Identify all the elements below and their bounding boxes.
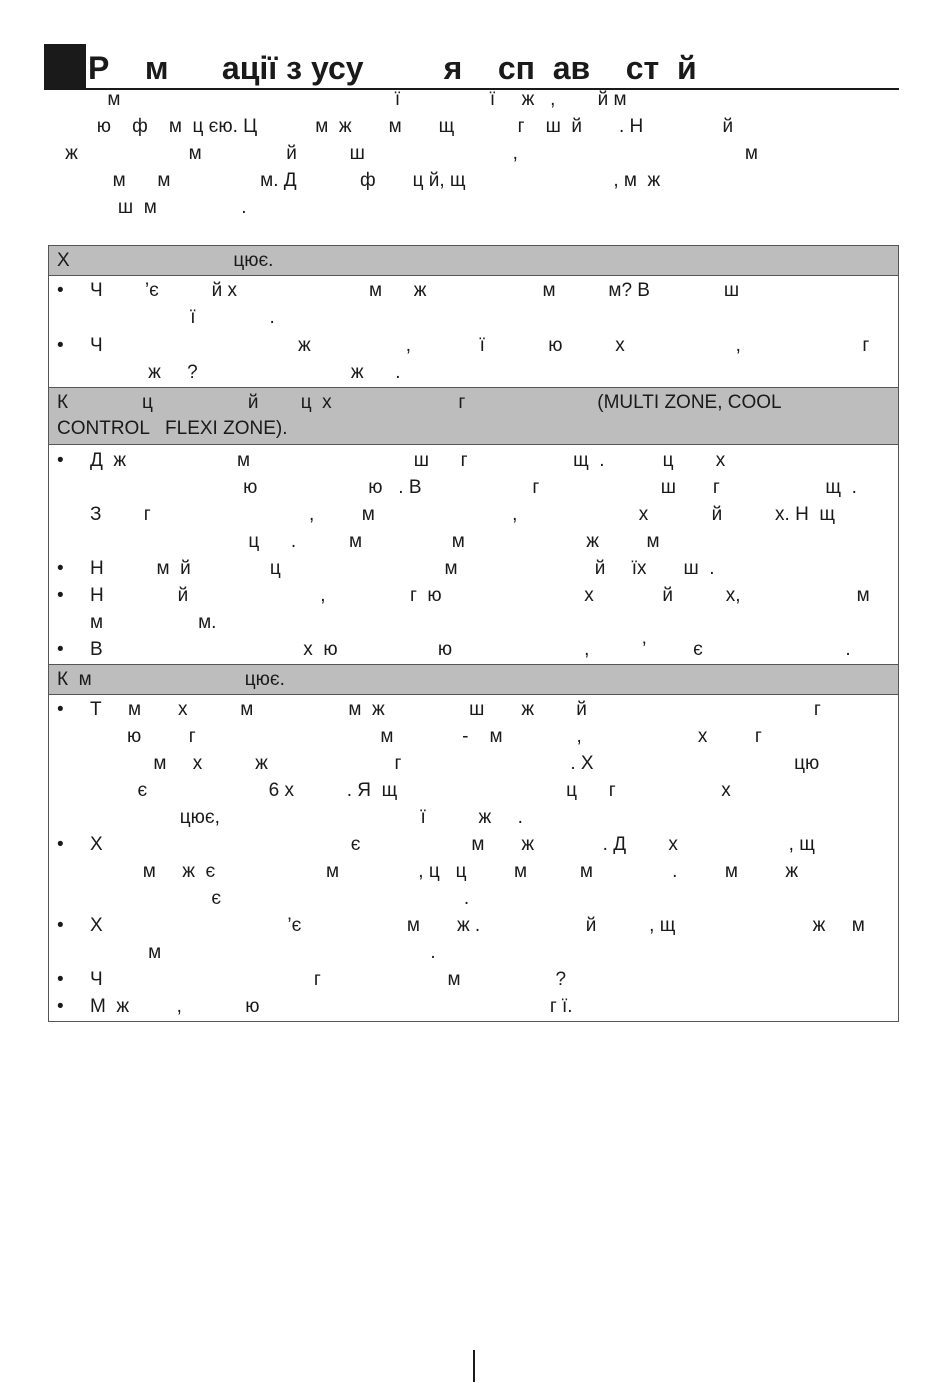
section-header-text: К м цює.	[57, 669, 285, 690]
list-item-text: М ж , ю г ї.	[90, 996, 573, 1017]
section-header-text: К ц й ц х г (MULTI ZONE, COOL	[57, 392, 782, 413]
section-header-text: Х цює.	[57, 250, 274, 271]
bullet-glyph: •	[57, 969, 64, 990]
list-item-text: є 6 х . Я щ ц г х	[90, 780, 731, 801]
list-item-text: ї .	[90, 307, 275, 328]
section-header-text: CONTROL FLEXI ZONE).	[57, 418, 288, 439]
bullet-glyph: •	[57, 639, 64, 660]
list-item-text: м м.	[90, 612, 217, 633]
bullet-glyph: •	[57, 585, 64, 606]
intro-line: м м м. Д ф ц й, щ , м ж	[44, 170, 661, 191]
title-marker-block	[44, 44, 86, 88]
troubleshooting-table	[48, 245, 899, 1022]
list-item-text: Д ж м ш г щ . ц х	[90, 450, 726, 471]
list-item-text: Н й , г ю х й х, м	[90, 585, 870, 606]
list-item-text: Х є м ж . Д х , щ	[90, 834, 815, 855]
list-item-text: є .	[90, 888, 470, 909]
intro-line: м ї ї ж , й м	[44, 89, 627, 110]
section-title-bar	[44, 44, 899, 90]
bullet-glyph: •	[57, 558, 64, 579]
list-item-text: Х ’є м ж . й , щ ж м	[90, 915, 865, 936]
list-item-text: Ч г м ?	[90, 969, 567, 990]
bullet-glyph: •	[57, 915, 64, 936]
bullet-glyph: •	[57, 834, 64, 855]
page-divider-mark	[473, 1350, 475, 1382]
page-title: Р м ації з усу я сп ав ст й	[88, 50, 697, 86]
list-item-text: м х ж г . Х цю	[90, 753, 820, 774]
list-item-text: ю ю . В г ш г щ .	[90, 477, 857, 498]
list-item-text: м ж є м , ц ц м м . м ж	[90, 861, 799, 882]
list-item-text: З г , м , х й х. Н щ	[90, 504, 836, 525]
intro-line: ж м й ш , м	[44, 143, 758, 164]
list-item-text: ж ? ж .	[90, 362, 401, 383]
list-item-text: ю г м - м , х г	[90, 726, 762, 747]
intro-line: ш м .	[44, 197, 247, 218]
bullet-glyph: •	[57, 335, 64, 356]
section-header	[49, 246, 898, 276]
bullet-glyph: •	[57, 699, 64, 720]
list-item-text: цює, ї ж .	[90, 807, 523, 828]
list-item-text: Н м й ц м й їх ш .	[90, 558, 715, 579]
list-item-text: ц . м м ж м	[90, 531, 660, 552]
section-header	[49, 387, 898, 445]
list-item-text: Т м х м м ж ш ж й г	[90, 699, 821, 720]
intro-line: ю ф м ц єю. Ц м ж м щ г ш й . Н й	[44, 116, 734, 137]
section-header	[49, 664, 898, 695]
bullet-glyph: •	[57, 280, 64, 301]
list-item-text: Ч ж , ї ю х , г	[90, 335, 870, 356]
list-item-text: В х ю ю , ’ є .	[90, 639, 851, 660]
list-item-text: м .	[90, 942, 436, 963]
list-item-text: Ч ’є й х м ж м м? В ш	[90, 280, 740, 301]
bullet-glyph: •	[57, 450, 64, 471]
bullet-glyph: •	[57, 996, 64, 1017]
